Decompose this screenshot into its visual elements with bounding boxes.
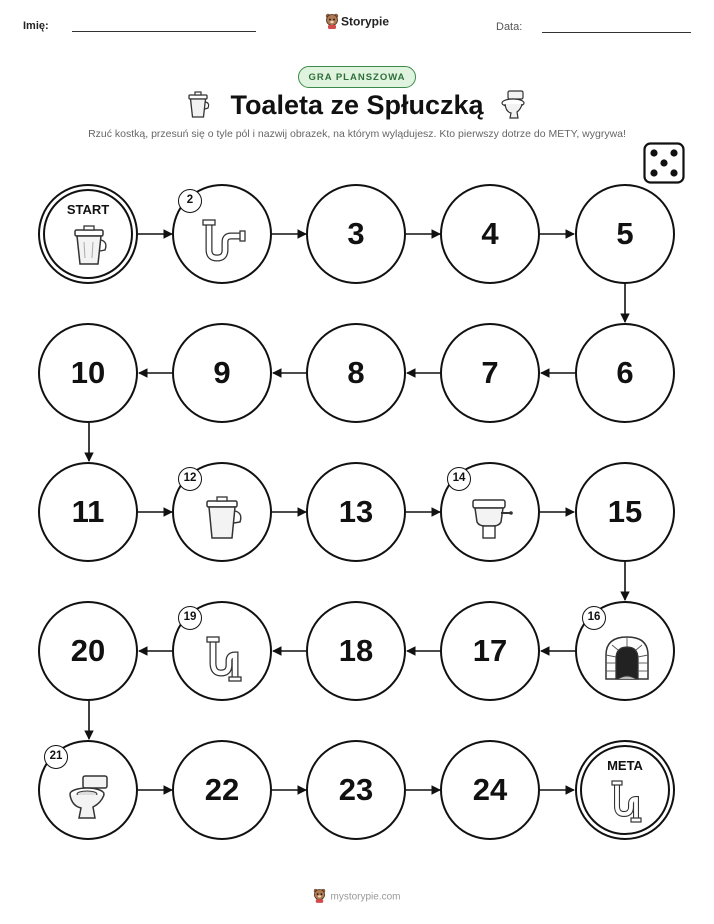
pipe-icon <box>199 216 249 266</box>
board-cell-15: 15 <box>575 462 675 562</box>
brand-name: Storypie <box>340 14 389 29</box>
board-cell-finish <box>575 740 675 840</box>
toilet-icon <box>65 772 115 822</box>
trash-can-icon <box>68 224 112 268</box>
cell-number-badge: 2 <box>178 189 202 213</box>
footer-link[interactable]: mystorypie.com <box>330 891 401 903</box>
cell-number-badge: 19 <box>178 606 202 630</box>
date-label: Data: <box>496 21 523 33</box>
board-cell-9: 9 <box>172 323 272 423</box>
board-cell-7: 7 <box>440 323 540 423</box>
pipe-icon <box>605 780 649 824</box>
pipe-icon <box>199 633 249 683</box>
board-cell-start <box>38 184 138 284</box>
board-cell-4: 4 <box>440 184 540 284</box>
board-cell-23: 23 <box>306 740 406 840</box>
sewer-tunnel-icon <box>602 633 652 683</box>
board-cell-3: 3 <box>306 184 406 284</box>
board-cell-5: 5 <box>575 184 675 284</box>
bear-mascot-icon <box>313 888 326 906</box>
start-label: START <box>66 202 110 217</box>
board-cell-18: 18 <box>306 601 406 701</box>
board-cell-11: 11 <box>38 462 138 562</box>
board-cell-10: 10 <box>38 323 138 423</box>
name-label: Imię: <box>23 20 49 32</box>
board-cell-6: 6 <box>575 323 675 423</box>
footer <box>0 888 714 906</box>
game-type-badge: GRA PLANSZOWA <box>298 66 416 88</box>
cell-number-badge: 21 <box>44 745 68 769</box>
board-cell-17: 17 <box>440 601 540 701</box>
trash-can-icon <box>199 494 249 544</box>
page-title: Toaleta ze Spłuczką <box>230 90 484 120</box>
board-cell-24: 24 <box>440 740 540 840</box>
board-cell-22: 22 <box>172 740 272 840</box>
board-cell-13: 13 <box>306 462 406 562</box>
toilet-tank-icon <box>467 494 517 544</box>
cell-number-badge: 14 <box>447 467 471 491</box>
instructions: Rzuć kostką, przesuń się o tyle pól i nazwij obrazek, na którym wylądujesz. Kto pierwszy dotrze do METY, wygrywa! <box>88 128 626 140</box>
board-cell-20: 20 <box>38 601 138 701</box>
cell-number-badge: 16 <box>582 606 606 630</box>
finish-label: META <box>607 758 643 773</box>
cell-number-badge: 12 <box>178 467 202 491</box>
board-cell-8: 8 <box>306 323 406 423</box>
